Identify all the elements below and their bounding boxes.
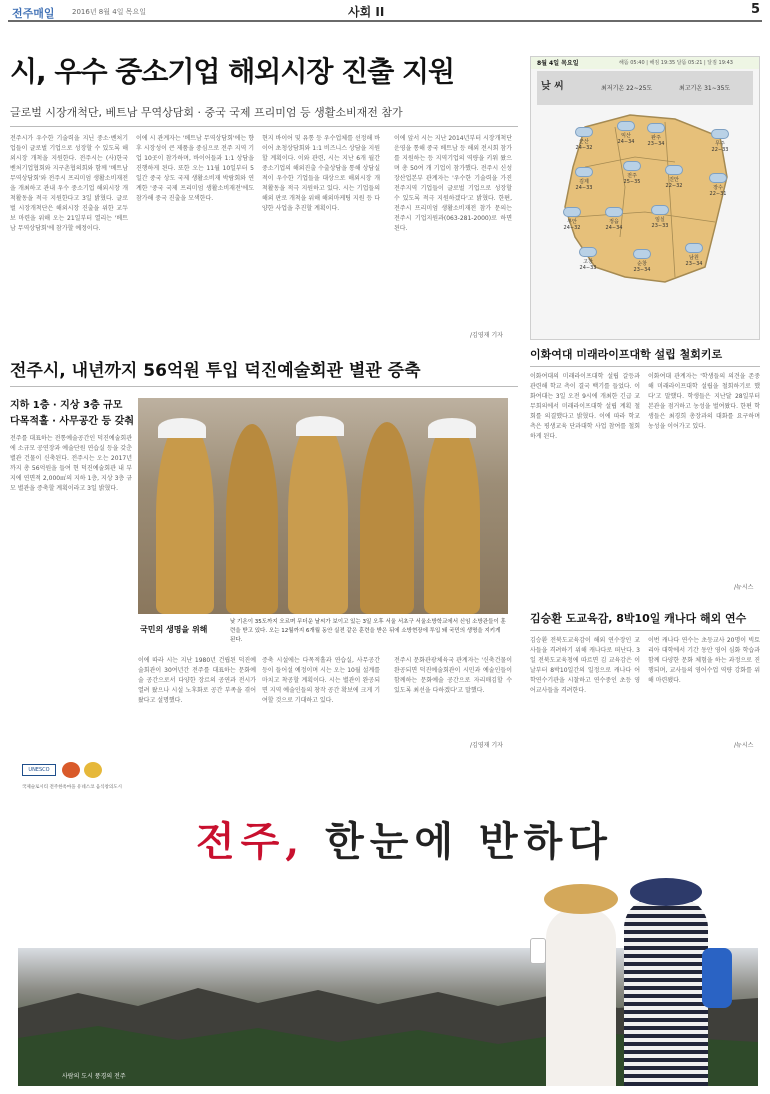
firefighter-figure <box>360 422 414 614</box>
city-forecast <box>705 173 731 197</box>
cloud-icon <box>647 123 665 133</box>
city-forecast <box>661 165 687 189</box>
city-forecast <box>707 129 733 153</box>
article3-column-1: 전주를 대표하는 전통예술공간인 덕진예술회관에 소규모 공연장과 예술단원 연습실 등을 갖춘 별관 건물이 신축된다. 전주시는 오는 2017년까지 총 56억원을 들여 현 덕진예술회관 내 부지에 연면적 2,000㎡의 지하 1층, 지상 3층 규모 별관을 증축할 계획이라고 3일 밝혔다. <box>10 435 132 492</box>
city-name: 장수 <box>713 185 723 191</box>
city-forecast <box>629 249 655 273</box>
backpack <box>702 948 732 1008</box>
city-name: 완주 <box>651 135 661 141</box>
article2-column-2: 이화여대 관계자는 '학생들의 의견을 존중해 미래라이프대학 설립을 철회하기로 했다'고 말했다. 학생들은 지난달 28일부터 본관을 점거하고 농성을 벌여왔다. 한편 학생들은 최경희 총장과의 대화를 요구하며 농성을 이어가고 있다. <box>648 373 760 430</box>
city-temperature: 24∼33 <box>575 185 593 191</box>
article3-byline: /김영재 기자 <box>470 742 503 749</box>
cloud-icon <box>575 167 593 177</box>
divider <box>10 126 518 127</box>
city-name: 부안 <box>567 219 577 225</box>
city-name: 군산 <box>579 139 589 145</box>
city-temperature: 23∼33 <box>651 223 669 229</box>
city-name: 김제 <box>579 179 589 185</box>
city-forecast <box>619 161 645 185</box>
straw-hat <box>544 884 618 914</box>
city-forecast <box>681 243 707 267</box>
firefighter-figure <box>156 418 214 614</box>
weather-date: 8월 4일 목요일 <box>537 60 579 67</box>
city-name: 순창 <box>637 261 647 267</box>
article3-title: 전주시, 내년까지 56억원 투입 덕진예술회관 별관 증축 <box>10 361 421 381</box>
masthead: 전주매일 <box>12 7 55 20</box>
ad-slogan-city: 전주, <box>196 818 306 865</box>
cap <box>630 878 702 906</box>
firefighter-figure <box>226 424 278 614</box>
page-number: 5 <box>750 2 760 17</box>
cloud-icon <box>623 161 641 171</box>
cloud-icon <box>563 207 581 217</box>
weather-box <box>530 56 760 340</box>
city-temperature: 22∼33 <box>711 147 729 153</box>
article2-byline: /뉴시스 <box>734 584 754 591</box>
jeonju-advertisement <box>18 758 758 1086</box>
page-header <box>8 2 762 22</box>
helmet <box>296 416 344 436</box>
firefighters-photo <box>138 398 508 614</box>
city-name: 진안 <box>669 177 679 183</box>
unesco-logo: UNESCO <box>22 764 56 776</box>
ad-caption: 사람의 도시 풍경의 전주 <box>62 1073 126 1080</box>
article3-subheading-1: 지하 1층 · 지상 3층 규모 <box>10 400 123 411</box>
cloud-icon <box>651 205 669 215</box>
helmet <box>428 418 476 438</box>
city-temperature: 23∼34 <box>685 261 703 267</box>
cloud-icon <box>605 207 623 217</box>
divider <box>530 366 760 367</box>
section-name: 사회 II <box>348 5 385 19</box>
city-forecast <box>575 247 601 271</box>
city-forecast <box>613 121 639 145</box>
city-temperature: 24∼32 <box>575 145 593 151</box>
min-temperature: 최저기온 22∼25도 <box>601 85 653 92</box>
city-temperature: 23∼34 <box>647 141 665 147</box>
city-temperature: 25∼35 <box>623 179 641 185</box>
city-forecast <box>647 205 673 229</box>
phone <box>530 938 546 964</box>
city-temperature: 24∼33 <box>579 265 597 271</box>
city-forecast <box>571 127 597 151</box>
article3-column-2: 이에 따라 시는 지난 1980년 건립된 덕진예술회관이 30여년간 전주를 대표하는 문화예술 공간으로서 다양한 장르의 공연과 전시가 열려 왔으나 시설 노후화로 공간 부족을 겪어왔다고 설명했다. <box>138 657 256 704</box>
ad-organizations: 국제슬로시티 전주한옥마을 유네스코 음식창의도시 <box>22 785 122 790</box>
article4-column-2: 이번 캐나다 연수는 초등교사 20명이 빅토리아 대학에서 기간 동안 영어 심화 학습과 함께 다양한 문화 체험을 하는 과정으로 진행되며, 교사들의 영어수업 역량 강화를 위해 마련됐다. <box>648 637 760 684</box>
header-date: 2016년 8월 4일 목요일 <box>72 8 146 16</box>
city-temperature: 22∼31 <box>709 191 727 197</box>
article1-subtitle: 글로벌 시장개척단, 베트남 무역상담회 · 중국 국제 프리미엄 등 생활소비재전 참가 <box>10 106 403 119</box>
city-temperature: 24∼34 <box>617 139 635 145</box>
photo-caption-text: 낮 기온이 35도까지 오르며 무더운 날씨가 보이고 있는 3일 오후 서울 서초구 서울소방학교에서 신임 소방관들이 훈련을 받고 있다. 오는 12월까지 6개월 동안 실전 같은 훈련을 받은 뒤에 소방현장에 투입 돼 국민의 생명을 지키게 된다. <box>230 619 506 643</box>
divider <box>530 630 760 631</box>
article1-column-1: 전주시가 우수한 기술력을 지닌 중소·벤처기업들이 글로벌 기업으로 성장할 수 있도록 해외시장 개척을 지원한다. 전주시는 (사)한국벤처기업협회와 지구촌협의회와 함께 '베트남 무역상담회'와 전주시 프리미엄 생활소비재전을 개최하고 관내 우수 중소기업 해외시장 개척활동을 적극 지원한다고 3일 밝혔다. 글로벌 시장개척단은 해외시장 진출을 위한 교두보 마련을 위해 오는 21일부터 열리는 '베트남 무역상담회'에 참가할 예정이다. <box>10 135 128 232</box>
city-name: 정읍 <box>609 219 619 225</box>
firefighter-figure <box>424 418 480 614</box>
city-forecast <box>601 207 627 231</box>
sun-moon-times: 해뜸 05:40 | 해짐 19:35 달뜸 05:21 | 달짐 19:43 <box>619 60 733 66</box>
helmet <box>158 418 206 438</box>
cloud-icon <box>709 173 727 183</box>
couple-photo <box>506 868 746 1086</box>
city-temperature: 23∼34 <box>633 267 651 273</box>
divider <box>10 386 518 387</box>
article3-column-4: 전주시 문화관광체육국 관계자는 '신축건물이 완공되면 덕진예술회관이 시민과 예술인들이 함께하는 문화예술 공간으로 자리매김할 수 있도록 최선을 다하겠다'고 말했다. <box>394 657 512 694</box>
city-forecast <box>571 167 597 191</box>
city-name: 남원 <box>689 255 699 261</box>
max-temperature: 최고기온 31∼35도 <box>679 85 731 92</box>
city-name: 무주 <box>715 141 725 147</box>
jeonju-logo <box>84 762 102 778</box>
cloud-icon <box>665 165 683 175</box>
slowcity-logo <box>62 762 80 778</box>
cloud-icon <box>617 121 635 131</box>
weather-header <box>531 57 759 69</box>
city-name: 임실 <box>655 217 665 223</box>
city-name: 익산 <box>621 133 631 139</box>
article4-title: 김승환 도교육감, 8박10일 캐나다 해외 연수 <box>530 612 747 625</box>
woman-figure <box>546 908 616 1086</box>
article3-subheading-2: 다목적홀 · 사무공간 등 갖춰 <box>10 416 134 427</box>
article4-column-1: 김승환 전북도교육감이 해외 연수장인 교사들을 격려하기 위해 캐나다로 떠난다. 3일 전북도교육청에 따르면 김 교육감은 이날부터 8박10일간의 일정으로 캐나다 어학연수기관을 시찰하고 연수중인 초등 영어교사들을 격려한다. <box>530 637 640 694</box>
article3-column-3: 증축 시설에는 다목적홀과 연습실, 사무공간 등이 들어설 예정이며 시는 오는 10월 설계를 마치고 착공할 계획이다. 시는 별관이 완공되면 지역 예술인들의 창작 공간 확보에 크게 기여할 것으로 기대하고 있다. <box>262 657 380 704</box>
ad-slogan-phrase: 한눈에 반하다 <box>305 818 613 865</box>
city-forecast <box>559 207 585 231</box>
cloud-icon <box>579 247 597 257</box>
weather-condition: 낮 씨 <box>541 81 564 92</box>
article2-column-1: 이화여대의 미래라이프대학 설립 갈등과 관련해 학교 측이 결국 백기를 들었다. 이화여대는 3일 오전 9시에 개최한 긴급 교무회의에서 미래라이프대학 설립 계획 철회를 의결했다고 밝혔다. 이에 따라 학교 측은 평생교육 단과대학 사업 참여를 철회하게 된다. <box>530 373 640 440</box>
cloud-icon <box>633 249 651 259</box>
cloud-icon <box>711 129 729 139</box>
article4-byline: /뉴시스 <box>734 742 754 749</box>
article1-column-2: 이에 시 관계자는 '베트남 무역상담회'에는 향후 시장성이 큰 제품을 중심으로 전주 지역 기업 10곳이 참가하며, 바이어들과 1:1 상담을 진행하게 된다. 또한 오는 11월 10일부터 5일간 중국 상도 국제 생활소비재 박람회와 연계한 '중국 국제 프리미엄 생활소비재전'에도 참가해 중국 진출을 모색한다. <box>136 135 254 202</box>
city-temperature: 22∼32 <box>665 183 683 189</box>
city-name: 고창 <box>583 259 593 265</box>
city-forecast <box>643 123 669 147</box>
ad-slogan <box>196 810 613 867</box>
city-name: 전주 <box>627 173 637 179</box>
article1-title: 시, 우수 중소기업 해외시장 진출 지원 <box>10 55 455 88</box>
photo-caption-title: 국민의 생명을 위해 <box>140 625 208 634</box>
firefighter-figure <box>288 416 348 614</box>
article1-column-4: 이에 앞서 시는 지난 2014년부터 시장개척단 운영을 통해 중국 베트남 등 해외 전시회 참가를 지원하는 등 지역기업의 역량을 키워 왔으며 총 50여 개 기업이 참가했다. 전주시 신성장산업본부 관계자는 '우수한 기술력을 가진 전주지역 기업들이 글로벌 기업으로 성장할 수 있도록 적극 지원하겠다'고 밝혔다. 한편, 전주시 프리미엄 생활소비재전 참가 문의는 전주시 기업지원과(063-281-2000)로 하면 된다. <box>394 135 512 232</box>
city-temperature: 24∼34 <box>605 225 623 231</box>
article2-title: 이화여대 미래라이프대학 설립 철회키로 <box>530 348 723 361</box>
cloud-icon <box>685 243 703 253</box>
cloud-icon <box>575 127 593 137</box>
article1-byline: /김영재 기자 <box>470 332 503 339</box>
weather-summary <box>537 71 753 105</box>
man-figure <box>624 898 708 1086</box>
article1-column-3: 현지 바이어 및 유통 등 우수업체를 선정해 바이어 초청상담회와 1:1 비즈니스 상담을 지원할 계획이다. 이와 관련, 시는 지난 6개 월간 중소기업의 해외진출 수출상담을 통해 상담실적이 우수한 기업들을 대상으로 해외시장 개척활동을 적극 지원하고 있다. 시는 기업들의 해외 판로 개척을 위해 해외마케팅 지원 등 다양한 사업을 추진할 계획이다. <box>262 135 380 212</box>
city-temperature: 24∼32 <box>563 225 581 231</box>
photo-caption <box>138 618 508 650</box>
